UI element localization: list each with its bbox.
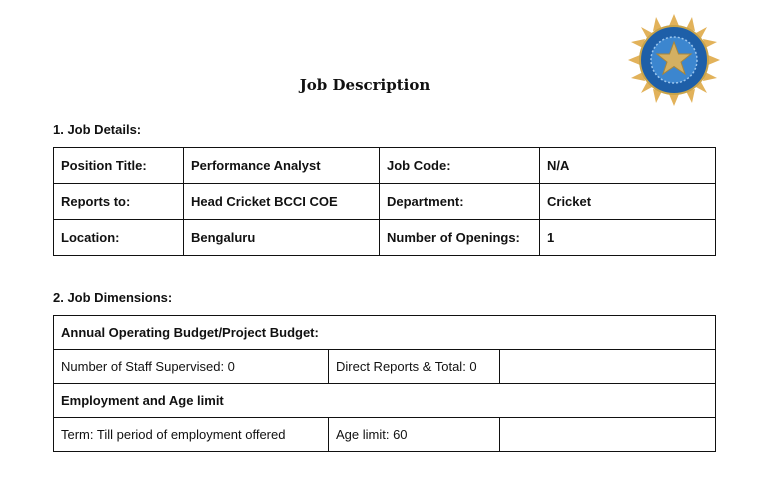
employment-heading: Employment and Age limit [54, 384, 716, 418]
page-title [0, 76, 730, 94]
department-label: Department: [380, 184, 540, 220]
department-value: Cricket [540, 184, 716, 220]
empty-cell [500, 350, 716, 384]
budget-label: Annual Operating Budget/Project Budget: [54, 316, 716, 350]
job-code-label: Job Code: [380, 148, 540, 184]
table-row [54, 418, 716, 452]
location-value: Bengaluru [184, 220, 380, 256]
reports-to-value: Head Cricket BCCI COE [184, 184, 380, 220]
empty-cell [500, 418, 716, 452]
table-row [54, 384, 716, 418]
reports-to-label: Reports to: [54, 184, 184, 220]
table-row [54, 220, 716, 256]
table-row [54, 350, 716, 384]
job-details-table [53, 147, 716, 256]
staff-supervised: Number of Staff Supervised: 0 [54, 350, 329, 384]
openings-value: 1 [540, 220, 716, 256]
title-text: Job Description [299, 76, 431, 94]
table-row [54, 316, 716, 350]
table-row [54, 184, 716, 220]
direct-reports: Direct Reports & Total: 0 [329, 350, 500, 384]
position-title-label: Position Title: [54, 148, 184, 184]
term: Term: Till period of employment offered [54, 418, 329, 452]
job-code-value: N/A [540, 148, 716, 184]
section-job-dimensions-heading: 2. Job Dimensions: [53, 290, 173, 305]
location-label: Location: [54, 220, 184, 256]
openings-label: Number of Openings: [380, 220, 540, 256]
position-title-value: Performance Analyst [184, 148, 380, 184]
age-limit: Age limit: 60 [329, 418, 500, 452]
table-row [54, 148, 716, 184]
section-job-details-heading: 1. Job Details: [53, 122, 142, 137]
job-dimensions-table [53, 315, 716, 452]
